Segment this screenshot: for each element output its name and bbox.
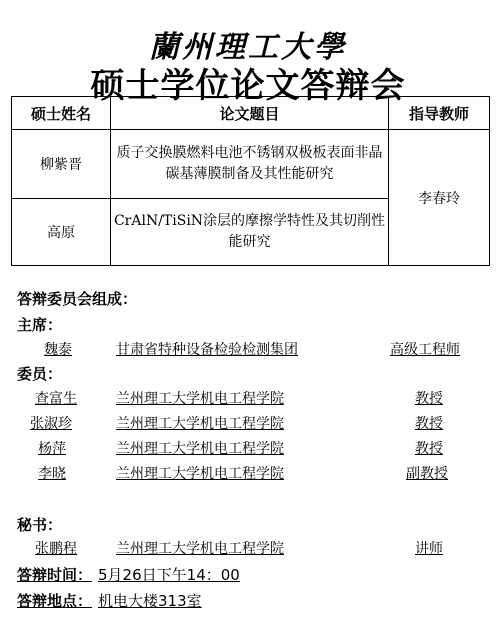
member-title: 副教授 [406,466,448,482]
defense-place [17,590,202,611]
page-title: 硕士学位论文答辩会 [90,66,406,106]
member-name: 张鹏程 [35,541,77,557]
header-student: 硕士姓名 [12,97,111,130]
student-name: 高原 [12,199,111,266]
advisor-name: 李春玲 [389,130,490,266]
member-org: 兰州理工大学机电工程学院 [116,466,284,482]
member-org: 兰州理工大学机电工程学院 [116,391,284,407]
member-title: 教授 [415,391,443,407]
member-org: 兰州理工大学机电工程学院 [116,541,284,557]
table-header-row [12,97,490,130]
defense-time [17,564,240,585]
member-name: 杨萍 [38,441,66,457]
chair-row [0,339,496,361]
table-row [12,130,490,199]
defense-table [11,96,490,266]
members-label: 委员： [17,365,63,383]
member-title: 高级工程师 [390,342,460,358]
member-title: 教授 [415,441,443,457]
time-label: 答辩时间： [17,566,93,584]
member-title: 讲师 [415,541,443,557]
place-value: 机电大楼313室 [98,592,202,610]
student-name: 柳紫晋 [12,130,111,199]
place-label: 答辩地点： [17,592,93,610]
member-name: 查富生 [35,391,77,407]
member-org: 兰州理工大学机电工程学院 [116,416,284,432]
university-logo: 蘭州理工大學 [149,30,347,65]
member-org: 甘肃省特种设备检验检测集团 [116,342,298,358]
secretary-row [0,538,496,560]
secretary-label: 秘书： [17,516,63,534]
chair-label: 主席： [17,316,63,334]
header-advisor: 指导教师 [389,97,490,130]
member-title: 教授 [415,416,443,432]
committee-heading: 答辩委员会组成： [17,290,138,308]
member-row [0,413,496,435]
member-org: 兰州理工大学机电工程学院 [116,441,284,457]
member-row [0,388,496,410]
member-row [0,463,496,485]
member-name: 李晓 [38,466,66,482]
header-thesis: 论文题目 [111,97,389,130]
thesis-title: 质子交换膜燃料电池不锈钢双极板表面非晶碳基薄膜制备及其性能研究 [111,130,389,199]
member-row [0,438,496,460]
time-value: 5月26日下午14：00 [98,566,240,584]
thesis-title: CrAlN/TiSiN涂层的摩擦学特性及其切削性能研究 [111,199,389,266]
member-name: 魏泰 [44,342,72,358]
member-name: 张淑珍 [30,416,72,432]
